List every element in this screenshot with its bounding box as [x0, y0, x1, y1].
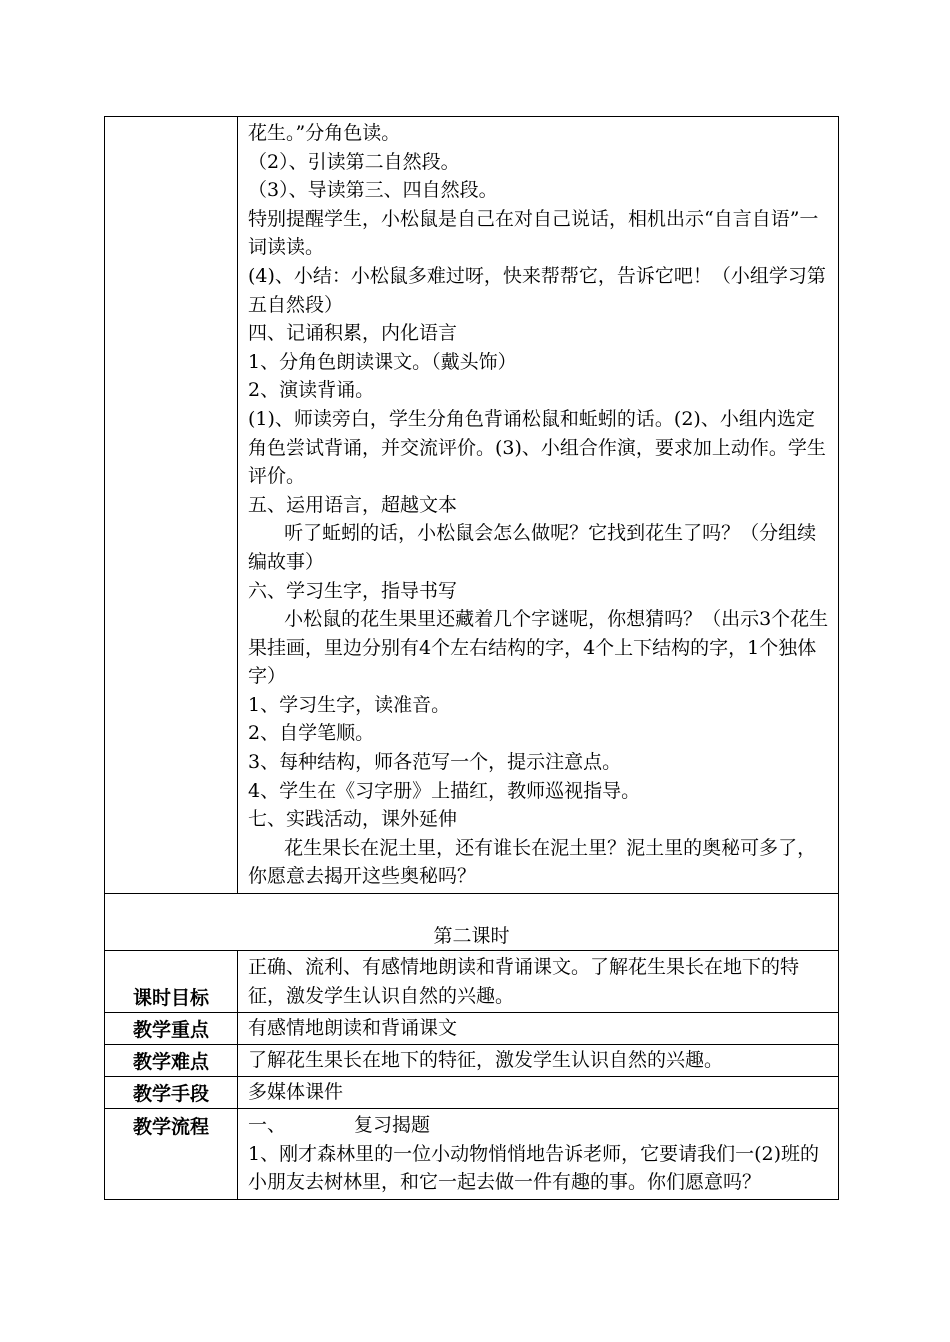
section-heading: 七、实践活动，课外延伸: [248, 808, 458, 831]
text-line: 2、自学笔顺。: [248, 722, 375, 745]
section-heading: 五、运用语言，超越文本: [248, 493, 458, 516]
text-line: 4、学生在《习字册》上描红，教师巡视指导。: [248, 779, 641, 802]
objectives-text: 正确、流利、有感情地朗读和背诵课文。了解花生果长在地下的特征，激发学生认识自然的兴趣。: [248, 956, 800, 1007]
text-line: 1、学习生字，读准音。: [248, 693, 451, 716]
section-heading: 六、学习生字，指导书写: [248, 579, 458, 602]
difficulties-cell: [238, 1045, 839, 1077]
objectives-row: [105, 951, 839, 1013]
key-points-cell: [238, 1013, 839, 1045]
text-line: 3、每种结构，师各范写一个，提示注意点。: [248, 751, 622, 774]
objectives-cell: [238, 951, 839, 1013]
difficulties-text: 了解花生果长在地下的特征，激发学生认识自然的兴趣。: [248, 1049, 724, 1072]
process-heading-text: 复习揭题: [354, 1114, 431, 1137]
process-heading: [248, 1111, 830, 1140]
process-text: 1、刚才森林里的一位小动物悄悄地告诉老师，它要请我们一(2)班的小朋友去树林里，和它一起去做一件有趣的事。你们愿意吗？: [248, 1142, 820, 1194]
text-line: (1)、师读旁白，学生分角色背诵松鼠和蚯蚓的话。(2)、小组内选定角色尝试背诵，并交流评价。(3)、小组合作演，要求加上动作。学生评价。: [248, 407, 826, 488]
text-line: （3）、导读第三、四自然段。: [248, 179, 498, 202]
text-line: 花生果长在泥土里，还有谁长在泥土里？泥土里的奥秘可多了，你愿意去揭开这些奥秘吗？: [248, 836, 817, 888]
process-cell: [238, 1109, 839, 1200]
objectives-label: 课时目标: [105, 951, 238, 1013]
session-title: 第二课时: [105, 894, 839, 951]
key-points-row: [105, 1013, 839, 1045]
session-title-row: [105, 894, 839, 951]
text-line: 1、分角色朗读课文。（戴头饰）: [248, 350, 517, 373]
difficulties-row: [105, 1045, 839, 1077]
continued-process-row: [105, 117, 839, 894]
text-line: （2）、引读第二自然段。: [248, 150, 460, 173]
means-text: 多媒体课件: [248, 1081, 344, 1104]
difficulties-label: 教学难点: [105, 1045, 238, 1077]
text-line: 特别提醒学生，小松鼠是自己在对自己说话，相机出示“自言自语”一词读读。: [248, 207, 819, 259]
means-cell: [238, 1077, 839, 1109]
means-row: [105, 1077, 839, 1109]
key-points-text: 有感情地朗读和背诵课文: [248, 1017, 458, 1040]
process-row: [105, 1109, 839, 1200]
continued-process-cell: [238, 117, 839, 894]
lesson-plan-table: [104, 116, 839, 1200]
means-label: 教学手段: [105, 1077, 238, 1109]
text-line: 小松鼠的花生果里还藏着几个字谜呢，你想猜吗？（出示3个花生果挂画，里边分别有4个左右结构的字，4个上下结构的字，1个独体字）: [248, 608, 829, 688]
text-line: 听了蚯蚓的话，小松鼠会怎么做呢？它找到花生了吗？（分组续编故事）: [248, 522, 817, 573]
section-heading: 四、记诵积累，内化语言: [248, 322, 458, 345]
text-line: 2、演读背诵。: [248, 379, 375, 402]
process-label: 教学流程: [105, 1109, 238, 1200]
empty-label-cell: [105, 117, 238, 894]
text-line: (4)、小结：小松鼠多难过呀，快来帮帮它，告诉它吧！（小组学习第五自然段）: [248, 264, 826, 316]
process-heading-number: 一、: [248, 1114, 287, 1137]
key-points-label: 教学重点: [105, 1013, 238, 1045]
text-line: 花生。”分角色读。: [248, 122, 401, 144]
